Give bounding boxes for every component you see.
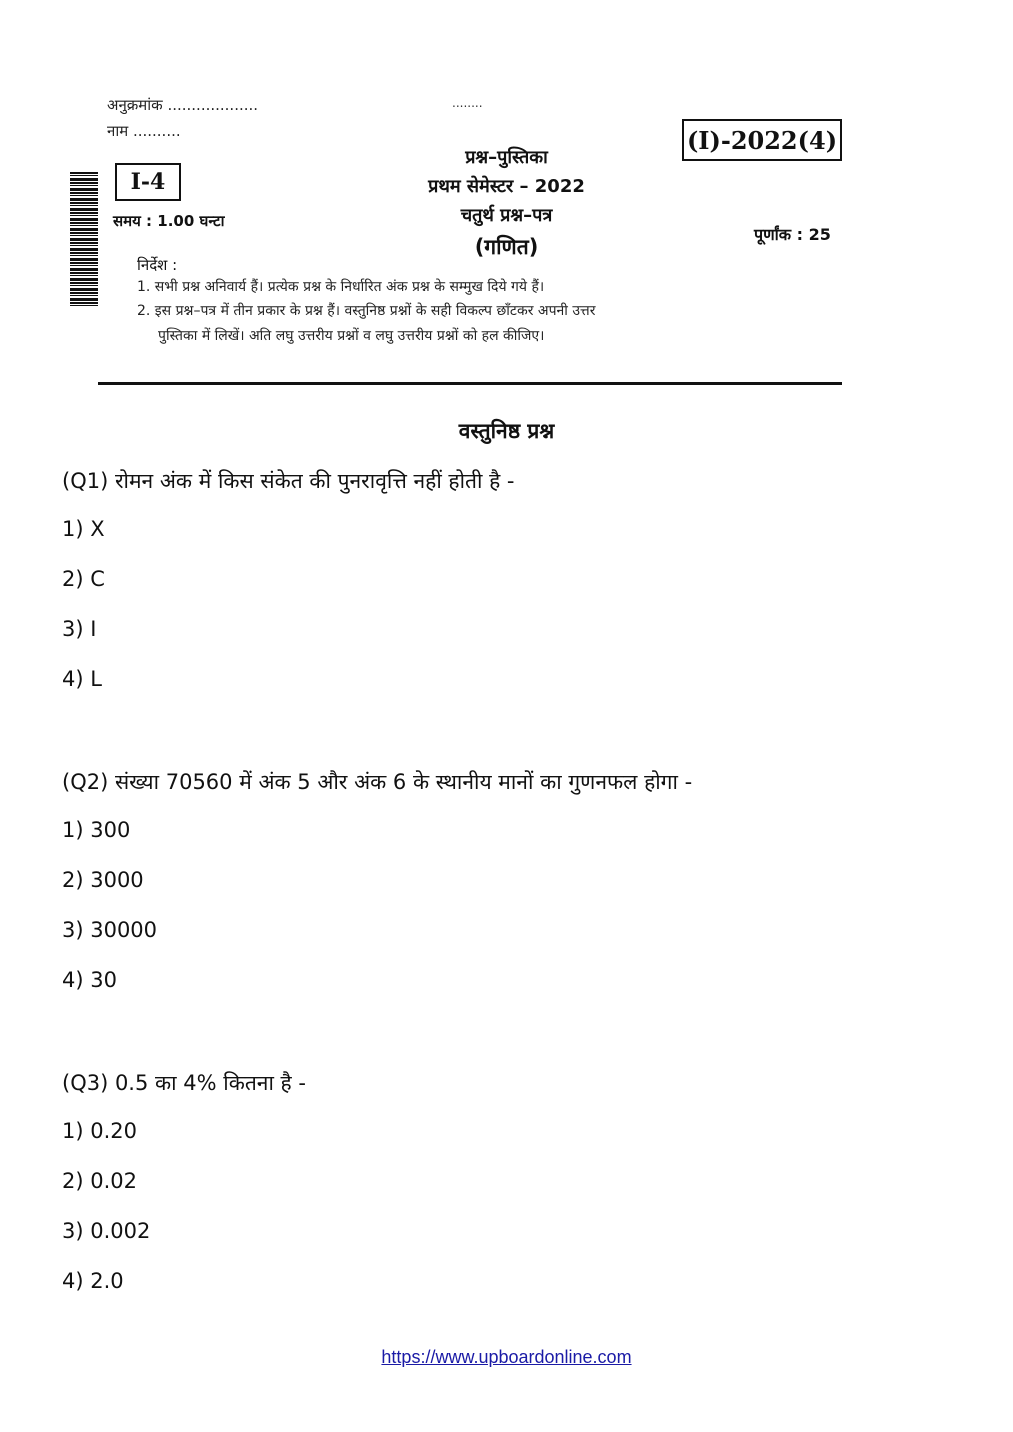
- q1-option-3: 3) I: [62, 617, 97, 641]
- q2-option-1: 1) 300: [62, 818, 131, 842]
- exam-time: समय : 1.00 घन्टा: [113, 212, 225, 230]
- instruction-1: 1. सभी प्रश्न अनिवार्य हैं। प्रत्येक प्रश्न के निर्धारित अंक प्रश्न के सम्मुख दिये गये हैं।: [137, 279, 545, 295]
- q2-option-3: 3) 30000: [62, 918, 158, 942]
- q1-option-4: 4) L: [62, 667, 102, 691]
- q3-option-1: 1) 0.20: [62, 1119, 137, 1143]
- header-divider: [98, 382, 842, 385]
- max-marks: पूर्णांक : 25: [754, 225, 831, 244]
- semester-title: प्रथम सेमेस्टर – 2022: [428, 176, 585, 197]
- subject-title: (गणित): [474, 235, 539, 259]
- q2-option-2: 2) 3000: [62, 868, 144, 892]
- booklet-title: प्रश्न–पुस्तिका: [465, 147, 548, 168]
- question-1: (Q1) रोमन अंक में किस संकेत की पुनरावृत्ति नहीं होती है -: [62, 469, 515, 493]
- q1-option-1: 1) X: [62, 517, 105, 541]
- paper-id-box: I-4: [115, 163, 181, 201]
- q1-option-2: 2) C: [62, 567, 105, 591]
- q3-option-3: 3) 0.002: [62, 1219, 151, 1243]
- instruction-2-line-1: 2. इस प्रश्न–पत्र में तीन प्रकार के प्रश्न हैं। वस्तुनिष्ठ प्रश्नों के सही विकल्प छाँटकर अपनी उत्तर: [137, 303, 596, 319]
- footer-link[interactable]: https://www.upboardonline.com: [381, 1347, 632, 1367]
- paper-code-box: (I)-2022(4): [682, 119, 842, 161]
- name-label: नाम ..........: [107, 122, 181, 140]
- header-dots: ........: [452, 96, 483, 110]
- q3-option-2: 2) 0.02: [62, 1169, 137, 1193]
- question-3: (Q3) 0.5 का 4% कितना है -: [62, 1071, 306, 1095]
- roll-number-label: अनुक्रमांक ...................: [107, 96, 259, 114]
- paper-number-title: चतुर्थ प्रश्न–पत्र: [460, 205, 553, 226]
- q2-option-4: 4) 30: [62, 968, 117, 992]
- instructions-title: निर्देश :: [137, 256, 178, 274]
- section-title: वस्तुनिष्ठ प्रश्न: [458, 419, 555, 443]
- question-2: (Q2) संख्या 70560 में अंक 5 और अंक 6 के स्थानीय मानों का गुणनफल होगा -: [62, 770, 693, 794]
- instruction-2-line-2: पुस्तिका में लिखें। अति लघु उत्तरीय प्रश्नों व लघु उत्तरीय प्रश्नों को हल कीजिए।: [158, 328, 545, 344]
- q3-option-4: 4) 2.0: [62, 1269, 124, 1293]
